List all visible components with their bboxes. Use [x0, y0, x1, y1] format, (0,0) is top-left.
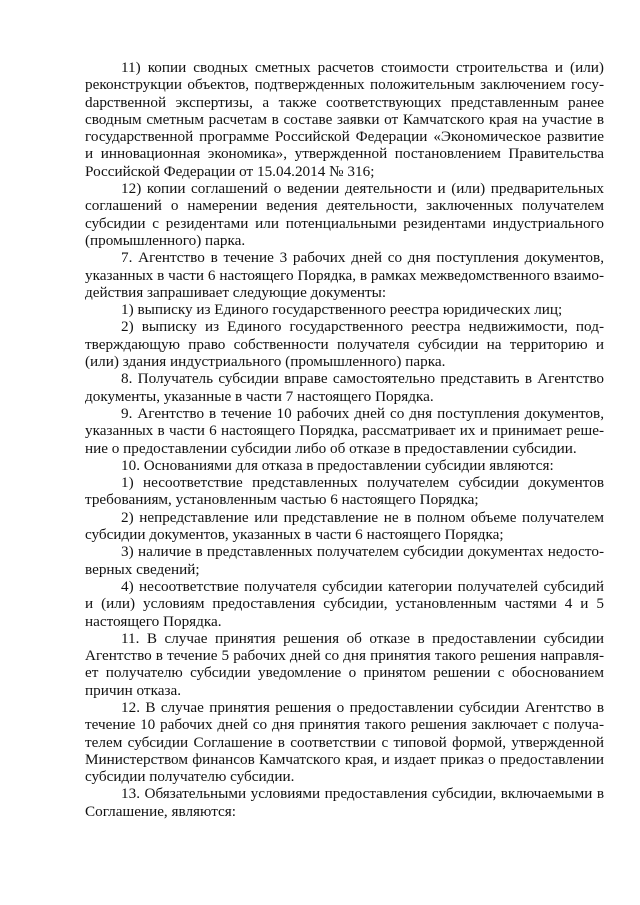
- paragraph-section-10-item-1: 1) несоответствие представленных получателем субсидии документов требованиям, установленным частью 6 настоящего Порядка;: [85, 474, 604, 509]
- paragraph-section-10-item-2: 2) непредставление или представление не в полном объеме получателем субсидии документов, указанных в части 6 настоящего Порядка;: [85, 508, 604, 544]
- paragraph-section-10-item-3: 3) наличие в представленных получателем субсидии документах недостоверных сведений;: [85, 543, 604, 578]
- paragraph-section-7-item-2: 2) выписку из Единого государственного реестра недвижимости, подтверждающую право собственности получателя субсидии на территорию и (или) здания индустриального (промышленного) парка.: [85, 318, 604, 371]
- paragraph-section-13: 13. Обязательными условиями предоставления субсидии, включаемыми в Соглашение, являются:: [85, 785, 604, 820]
- paragraph-section-9: 9. Агентство в течение 10 рабочих дней со дня поступления документов, указанных в части 6 настоящего Порядка, рассматривает их и принимает решение о предоставлении субсидии либо об отказе в предоставлении субсидии.: [85, 404, 604, 457]
- paragraph-item-12: 12) копии соглашений о ведении деятельности и (или) предварительных соглашений о намерении ведения деятельности, заключенных получателем субсидии с резидентами или потенциальными резидентами индустриального (промышленного) парка.: [85, 180, 604, 249]
- paragraph-section-7-item-1: 1) выписку из Единого государственного реестра юридических лиц;: [121, 301, 563, 319]
- paragraph-section-10: 10. Основаниями для отказа в предоставлении субсидии являются:: [121, 456, 554, 474]
- paragraph-section-11: 11. В случае принятия решения об отказе в предоставлении субсидии Агентство в течение 5 рабочих дней со дня принятия такого решения направляет получателю субсидии уведомление о принятом решении с обоснованием причин отказа.: [85, 629, 604, 699]
- paragraph-section-10-item-4: 4) несоответствие получателя субсидии категории получателей субсидий и (или) условиям предоставления субсидии, установленным частями 4 и 5 настоящего Порядка.: [85, 577, 604, 630]
- paragraph-section-12: 12. В случае принятия решения о предоставлении субсидии Агентство в течение 10 рабочих дней со дня принятия такого решения заключает с получателем субсидии Соглашение в соответствии с типовой формой, утвержденной Министерством финансов Камчатского края, и издает приказ о предоставлении субсидии получателю субсидии.: [85, 698, 604, 786]
- paragraph-section-8: 8. Получатель субсидии вправе самостоятельно представить в Агентство документы, указанные в части 7 настоящего Порядка.: [85, 370, 604, 405]
- paragraph-section-7: 7. Агентство в течение 3 рабочих дней со дня поступления документов, указанных в части 6 настоящего Порядка, в рамках межведомственного взаимодействия запрашивает следующие документы:: [85, 249, 604, 301]
- paragraph-item-11: 11) копии сводных сметных расчетов стоимости строительства и (или) реконструкции объектов, подтвержденных положительным заключением госуdарственной экспертизы, а также соответствующих представленным ранее сводным сметным расчетам в составе заявки от Камчатского края на участие в государственной программе Российской Федерации «Экономическое развитие и инновационная экономика», утвержденной постановлением Правительства Российской Федерации от 15.04.2014 № 316;: [85, 59, 604, 180]
